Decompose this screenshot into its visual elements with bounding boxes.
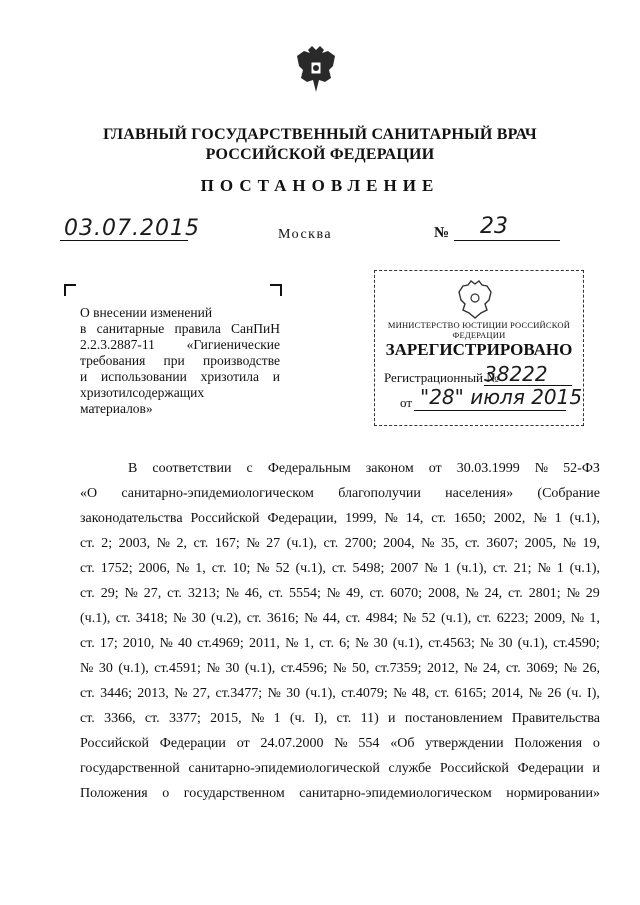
body-word: 6;	[339, 636, 350, 651]
body-word: 27	[266, 536, 281, 551]
body-word: ст.4079;	[341, 686, 388, 701]
body-word: соответствии	[152, 461, 232, 476]
number-sign: №	[434, 225, 450, 241]
body-word: №	[534, 461, 549, 476]
body-word: №	[156, 536, 171, 551]
body-word: 554	[358, 736, 380, 751]
body-word: (ч.1),	[392, 636, 424, 651]
body-line	[80, 581, 600, 606]
body-word: 30	[225, 661, 240, 676]
body-word: ст.	[80, 636, 95, 651]
subject-word: 2.2.3.2887-11	[80, 337, 155, 352]
body-word: ст.	[144, 711, 160, 726]
body-word: Российской	[439, 761, 509, 776]
body-word: «О	[80, 486, 98, 501]
body-word: 24.07.2000	[260, 736, 324, 751]
subject-line	[80, 337, 280, 353]
body-word: ст.4596;	[280, 661, 328, 676]
body-word: (ч.1),	[80, 611, 111, 626]
body-word: 2015,	[210, 711, 242, 726]
body-word: 2011,	[248, 636, 280, 651]
body-word: 19,	[582, 536, 600, 551]
subject-word: хризотилсодержащих	[80, 385, 205, 400]
body-word: о	[162, 786, 170, 801]
subject-corner-right	[270, 284, 282, 296]
document-date: 03.07.2015	[64, 216, 200, 241]
body-word: №	[533, 511, 547, 526]
body-word: ст.	[323, 536, 339, 551]
body-word: 49,	[346, 586, 364, 601]
body-word: (ч.	[566, 686, 582, 701]
body-word: законодательства	[80, 511, 183, 526]
body-word: 30	[373, 636, 388, 651]
subject-word: требования	[80, 353, 146, 368]
subject-word: и	[272, 369, 280, 384]
body-word: (ч.1),	[286, 536, 317, 551]
body-word: (ч.1),	[295, 561, 326, 576]
body-word: (ч.1),	[569, 511, 600, 526]
body-word: 5554;	[289, 586, 321, 601]
body-line	[80, 781, 600, 806]
body-word: 27,	[192, 686, 211, 701]
russian-coat-of-arms-icon	[293, 44, 339, 96]
body-word: 3418;	[135, 611, 168, 626]
body-word: №	[355, 636, 369, 651]
body-word: №	[225, 586, 239, 601]
body-word: 52	[421, 611, 436, 626]
body-word: 30	[498, 636, 513, 651]
body-word: 6165;	[454, 686, 487, 701]
body-word: государственной	[80, 761, 180, 776]
body-word: и	[592, 761, 600, 776]
body-word: №	[421, 536, 435, 551]
body-word: 52-ФЗ	[563, 461, 600, 476]
body-line	[80, 631, 600, 656]
stamp-coat-of-arms-icon	[455, 280, 495, 320]
stamp-registration-date: "28" июля 2015	[420, 385, 583, 409]
body-word: 30	[286, 686, 301, 701]
body-word: №	[402, 611, 417, 626]
subject-word: при	[163, 353, 185, 368]
subject-line	[80, 385, 280, 401]
body-word: 26	[547, 686, 562, 701]
body-word: 26,	[582, 661, 600, 676]
body-word: 2004,	[383, 536, 415, 551]
body-word: ст.	[80, 711, 95, 726]
body-word: 1	[273, 711, 281, 726]
body-word: (ч.	[289, 711, 306, 726]
body-word: №	[304, 611, 318, 626]
body-word: ст.	[80, 686, 95, 701]
subject-line	[80, 353, 280, 369]
body-line	[80, 531, 600, 556]
body-word: 6070;	[390, 586, 423, 601]
body-word: ст.	[345, 611, 361, 626]
body-word: 30.03.1999	[456, 461, 520, 476]
body-word: ст.	[167, 586, 182, 601]
issuer-title-line-1: ГЛАВНЫЙ ГОСУДАРСТВЕННЫЙ САНИТАРНЫЙ ВРАЧ	[103, 126, 537, 143]
body-word: ст.	[505, 661, 521, 676]
body-word: ст.3477;	[215, 686, 263, 701]
body-word: 1	[443, 561, 451, 576]
body-word: 2010,	[122, 636, 155, 651]
issuer-title-line-2: РОССИЙСКОЙ ФЕДЕРАЦИИ	[205, 146, 435, 163]
body-word: 52	[275, 561, 290, 576]
body-word: (ч.1),	[244, 661, 276, 676]
body-word: ст.7359;	[374, 661, 422, 676]
body-word: 4984;	[365, 611, 398, 626]
body-line	[80, 456, 600, 481]
body-word: 14,	[405, 511, 424, 526]
body-word: «Об	[390, 736, 415, 751]
body-word: 2801;	[528, 586, 561, 601]
body-word: и	[388, 711, 396, 726]
body-word: №	[464, 661, 478, 676]
body-word: 29;	[100, 586, 119, 601]
body-word: В	[128, 461, 138, 476]
body-word: ст.4590;	[553, 636, 600, 651]
body-word: №	[285, 636, 299, 651]
body-word: 1999,	[345, 511, 377, 526]
body-word: 46,	[244, 586, 263, 601]
body-word: 3069;	[526, 661, 559, 676]
stamp-registered: ЗАРЕГИСТРИРОВАНО	[385, 340, 573, 359]
body-word: ст.	[492, 561, 508, 576]
subject-word: и	[80, 369, 88, 384]
body-word: ст.	[464, 536, 480, 551]
body-word: Положения	[514, 736, 583, 751]
body-word: Российской	[190, 511, 260, 526]
body-word: (Собрание	[537, 486, 600, 501]
body-word: 2012,	[427, 661, 459, 676]
body-word: ст.4563;	[428, 636, 475, 651]
body-word: 50,	[351, 661, 370, 676]
body-word: №	[465, 586, 479, 601]
body-word: (ч.1),	[118, 661, 149, 676]
body-word: 1,	[589, 611, 600, 626]
subject-word: производстве	[203, 353, 280, 368]
body-line	[80, 481, 600, 506]
stamp-date-underline	[414, 410, 566, 411]
body-word: 1,	[303, 636, 315, 651]
body-word: 2003,	[118, 536, 151, 551]
body-word: Федерации	[517, 761, 584, 776]
body-line	[80, 706, 600, 731]
body-word: о	[592, 736, 600, 751]
body-word: №	[174, 686, 188, 701]
body-word: №	[173, 611, 187, 626]
body-word: (ч.2),	[211, 611, 242, 626]
document-number: 23	[480, 214, 508, 239]
body-word: 3213;	[187, 586, 220, 601]
body-word: 2,	[176, 536, 188, 551]
body-word: 3616;	[266, 611, 299, 626]
subject-word: «Гигиенические	[186, 337, 280, 352]
body-word: 2009,	[533, 611, 566, 626]
document-city: Москва	[278, 227, 333, 242]
body-word: 2002,	[493, 511, 526, 526]
body-word: 30	[98, 661, 113, 676]
body-word: 1	[556, 561, 564, 576]
body-word: №	[334, 736, 348, 751]
body-word: 1	[554, 511, 562, 526]
body-word: ст.	[331, 561, 347, 576]
body-word: 35,	[440, 536, 459, 551]
body-word: 1650;	[454, 511, 486, 526]
body-word: от	[428, 461, 442, 476]
document-subject	[80, 305, 280, 417]
body-word: I),	[314, 711, 328, 726]
body-word: ст.	[246, 611, 262, 626]
body-word: №	[206, 661, 220, 676]
body-word: ст.	[508, 586, 523, 601]
body-word: 167;	[214, 536, 240, 551]
body-word: санитарно-эпидемиологическом	[299, 786, 492, 801]
body-word: 2013,	[137, 686, 169, 701]
document-type-title: ПОСТАНОВЛЕНИЕ	[200, 176, 440, 195]
body-word: санитарно-эпидемиологической	[188, 761, 380, 776]
body-word: Федерации,	[267, 511, 338, 526]
body-word: ст.	[431, 511, 447, 526]
body-word: ст.	[80, 536, 95, 551]
body-word: №	[480, 636, 494, 651]
body-word: №	[326, 586, 341, 601]
body-word: I),	[587, 686, 600, 701]
body-word: Положения	[80, 786, 148, 801]
body-word: Российской	[80, 736, 149, 751]
subject-word: материалов»	[80, 401, 153, 416]
body-word: 48,	[411, 686, 430, 701]
body-word: ст.	[80, 561, 95, 576]
body-word: 10;	[232, 561, 251, 576]
body-word: 11)	[360, 711, 379, 726]
body-word: 2;	[101, 536, 113, 551]
body-word: №	[267, 686, 281, 701]
body-word: №	[332, 661, 347, 676]
body-word: населения»	[445, 486, 514, 501]
body-line	[80, 506, 600, 531]
document-body	[80, 456, 600, 806]
body-word: 30	[191, 611, 206, 626]
body-word: ст.	[115, 611, 131, 626]
body-word: от	[236, 736, 250, 751]
body-word: ст.	[476, 611, 492, 626]
number-underline	[454, 240, 560, 241]
body-word: с	[246, 461, 253, 476]
body-word: №	[563, 661, 577, 676]
subject-corner-left	[64, 284, 76, 296]
body-word: 2700;	[344, 536, 377, 551]
body-word: №	[566, 586, 580, 601]
body-word: Федерации	[159, 736, 226, 751]
body-word: 3607;	[486, 536, 519, 551]
body-line	[80, 756, 600, 781]
subject-word: хризотила	[200, 369, 259, 384]
body-word: ст.	[268, 586, 284, 601]
body-word: №	[246, 536, 260, 551]
body-word: ст.	[336, 711, 352, 726]
subject-word: О внесении изменений	[80, 305, 213, 320]
body-word: 2005,	[524, 536, 557, 551]
body-word: №	[124, 586, 138, 601]
body-word: постановлением	[404, 711, 503, 726]
body-word: 2007	[390, 561, 419, 576]
subject-line	[80, 369, 280, 385]
body-word: (ч.1),	[456, 561, 487, 576]
body-word: службе	[388, 761, 432, 776]
body-word: 5498;	[352, 561, 385, 576]
subject-line	[80, 401, 280, 417]
body-word: ст.4591;	[154, 661, 201, 676]
subject-line	[80, 321, 280, 337]
body-word: ст.	[80, 586, 95, 601]
body-word: 27,	[143, 586, 162, 601]
subject-word: правила	[174, 321, 221, 336]
stamp-ministry-name: МИНИСТЕРСТВО ЮСТИЦИИ РОССИЙСКОЙ ФЕДЕРАЦИИ	[387, 320, 571, 340]
body-word: нормировании»	[506, 786, 600, 801]
body-line	[80, 606, 600, 631]
body-word: №	[537, 561, 551, 576]
body-word: Правительства	[511, 711, 600, 726]
body-word: №	[250, 711, 265, 726]
body-word: 3366,	[104, 711, 136, 726]
body-word: Федеральным	[267, 461, 351, 476]
body-word: (ч.1),	[305, 686, 336, 701]
body-word: государственном	[183, 786, 285, 801]
body-word: №	[384, 511, 398, 526]
body-word: (ч.1),	[440, 611, 472, 626]
stamp-registration-number: 38222	[484, 362, 548, 386]
body-word: (ч.1),	[569, 561, 600, 576]
body-word: 2008,	[427, 586, 460, 601]
body-word: №	[159, 636, 173, 651]
body-word: (ч.1),	[517, 636, 548, 651]
subject-word: санитарные	[96, 321, 165, 336]
body-word: ст.	[319, 636, 334, 651]
body-line	[80, 681, 600, 706]
body-word: 17;	[99, 636, 118, 651]
body-word: 2014,	[491, 686, 524, 701]
body-word: 24,	[482, 661, 501, 676]
body-word: №	[562, 536, 576, 551]
body-word: 3377;	[168, 711, 201, 726]
stamp-registration-label: Регистрационный №	[384, 370, 499, 385]
body-word: 6223;	[496, 611, 529, 626]
subject-line	[80, 305, 280, 321]
body-line	[80, 556, 600, 581]
body-word: №	[528, 686, 542, 701]
subject-word: в	[80, 321, 87, 336]
body-word: 3446;	[100, 686, 132, 701]
body-word: ст.	[211, 561, 227, 576]
body-word: благополучии	[338, 486, 421, 501]
stamp-from-label: от	[400, 395, 413, 410]
body-line	[80, 731, 600, 756]
body-word: 40	[178, 636, 193, 651]
body-word: 1,	[195, 561, 206, 576]
body-word: №	[393, 686, 407, 701]
body-word: 1752;	[100, 561, 133, 576]
body-word: ст.	[193, 536, 209, 551]
body-word: ст.4969;	[197, 636, 244, 651]
body-word: ст.	[369, 586, 385, 601]
subject-word: СанПиН	[231, 321, 280, 336]
subject-word: использовании	[101, 369, 187, 384]
body-word: 44,	[322, 611, 341, 626]
body-word: законом	[365, 461, 414, 476]
body-word: №	[256, 561, 270, 576]
body-word: 29	[585, 586, 600, 601]
body-line	[80, 656, 600, 681]
body-word: №	[175, 561, 190, 576]
body-word: санитарно-эпидемиологическом	[121, 486, 314, 501]
body-word: №	[80, 661, 94, 676]
body-word: №	[424, 561, 438, 576]
body-word: утверждении	[425, 736, 504, 751]
body-word: ст.	[434, 686, 450, 701]
date-underline	[60, 240, 188, 241]
body-word: 24,	[484, 586, 503, 601]
body-word: №	[570, 611, 585, 626]
body-word: 2006,	[138, 561, 171, 576]
body-word: 21;	[513, 561, 532, 576]
